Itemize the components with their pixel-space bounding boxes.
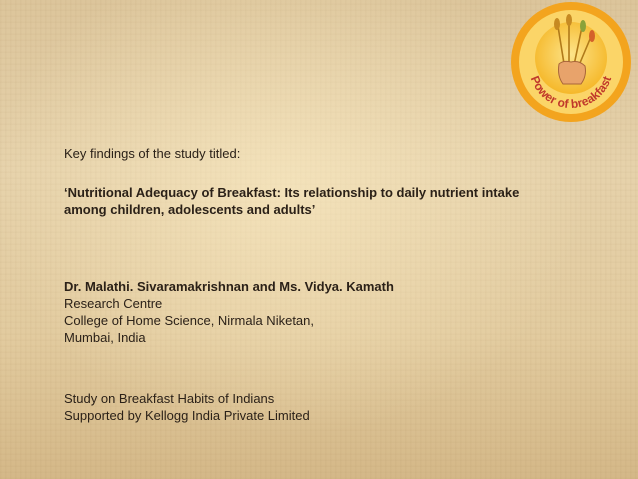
study-info xyxy=(64,390,310,424)
study-title xyxy=(64,184,519,218)
intro-line: Key findings of the study titled: xyxy=(64,146,241,161)
author-department: Research Centre xyxy=(64,296,163,311)
author-names: Dr. Malathi. Sivaramakrishnan and Ms. Vidya. Kamath xyxy=(64,279,394,294)
study-title-line-2: among children, adolescents and adults’ xyxy=(64,202,316,217)
authors-block xyxy=(64,278,394,346)
author-city: Mumbai, India xyxy=(64,330,146,345)
study-info-line-2: Supported by Kellogg India Private Limited xyxy=(64,408,310,423)
study-title-line-1: ‘Nutritional Adequacy of Breakfast: Its relationship to daily nutrient intake xyxy=(64,185,520,200)
intro-text xyxy=(64,145,240,162)
power-of-breakfast-logo xyxy=(505,0,637,132)
author-college: College of Home Science, Nirmala Niketan, xyxy=(64,313,314,328)
study-info-line-1: Study on Breakfast Habits of Indians xyxy=(64,391,275,406)
fist-icon xyxy=(559,61,586,84)
logo-text: Power of breakfast xyxy=(527,73,615,112)
